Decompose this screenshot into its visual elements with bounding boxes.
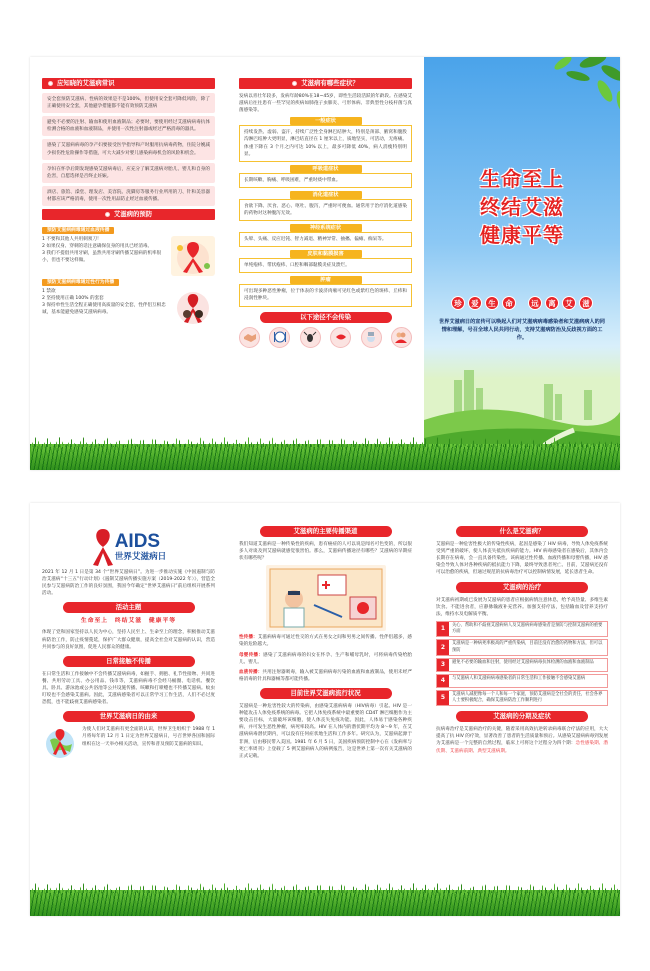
mosquito-icon xyxy=(300,327,321,348)
slogan-gap xyxy=(519,296,525,310)
logo-main: AIDS xyxy=(114,531,161,552)
route-blood xyxy=(239,669,412,683)
section-title-no-transmission: 以下途径不会传染 xyxy=(260,312,392,323)
cover-slogan xyxy=(424,296,620,310)
prevention-blood-list xyxy=(42,236,167,264)
knowledge-box: 孕妇在怀孕后期发现感染艾滋病毒后，应充分了解艾滋病对胎儿、婴儿和自身的危害，自愿选择是否终止妊娠。 xyxy=(42,163,215,183)
brochure-outer-sheet xyxy=(30,57,620,470)
stages-list: 急性感染期、潜伏期、艾滋病前期、典型艾滋病期。 xyxy=(436,741,608,754)
aids-day-intro: 2021 年 12 月 1 日是第 34 个“世界艾滋病日”。为进一步推动实施《中国遏制与防治艾滋病“十三五”行动计划》《遏制艾滋病传播实施方案（2019-2022 年）》，营造全民参与艾滋病防治工作的良好氛围，我国今年确定“世界艾滋病日”前后组织开展系列活动。 xyxy=(42,570,215,597)
treatment-item xyxy=(436,690,608,706)
section-title-prevention xyxy=(42,209,215,220)
slogan-char: 艾 xyxy=(562,296,576,310)
slogan-char: 生 xyxy=(485,296,499,310)
prevention-tag-blood: 预防艾滋病病毒通过血液传播 xyxy=(42,227,114,234)
list-item: 2 坚持使用正确 100% 的套套 xyxy=(42,296,104,302)
knowledge-box: 安全套预防艾滋病、性病的效果是不是100%，但使用安全套可降低风险，除了正确使用安全套，其他避孕措施都不能有效预防艾滋病 xyxy=(42,93,215,113)
panel-symptoms xyxy=(227,57,424,470)
item-text: 与艾滋病人和艾滋病病毒感染者的日常生活和工作接触不会感染艾滋病 xyxy=(452,675,586,681)
section-title-epidemic-status: 目前世界艾滋病流行状况 xyxy=(260,688,392,699)
section-title-theme: 活动主题 xyxy=(63,602,195,613)
what-is-aids-text: 艾滋病是一种危害性极大的传染性疾病，起因是感染了 HIV 病毒，导致人体免疫系统受到严重的破坏，使人体丧失抵抗疾病的能力。HIV 病毒感染者在感染后，其体内会长期存在病毒，会一直具备传染性。该病通过性传播、血液传播和母婴传播，HIV 感染会导致人体对各种疾病的抵抗能力下降，最终导致患者死亡。目前，艾滋病还没有可以治愈的疾病，但通过规范的抗病毒治疗可以控制病情发展，延长患者生命。 xyxy=(436,542,608,576)
theme-text: 体现了党和国家坚持以人民为中心，坚持人民至上、生命至上的理念，积极推动艾滋病防治工作，防止疫情蔓延，保护广大群众健康，提高全社会对艾滋病的认识，营造共同参与的良好氛围，促进人民群众的健康。 xyxy=(42,630,215,650)
stages-text xyxy=(436,726,608,754)
grass-border xyxy=(30,444,620,470)
slogan-char: 命 xyxy=(502,296,516,310)
daily-contact-text: 在日常生活和工作接触中不会传播艾滋病病毒，如握手、拥抱、礼节性接吻、共同进餐、共用劳动工具、办公用品、钱币等，艾滋病病毒不会经马桶圈、电话机、餐饮具、卧具、游泳池或公共浴池等公共设施传播。咳嗽和打喷嚏也不传播艾滋病。蚊虫叮咬也不会感染艾滋病。因此，艾滋病感染者可以正常学习工作生活，人们不必过度恐慌，也不能歧视艾滋病感染者。 xyxy=(42,671,215,706)
prevention-sexual-list xyxy=(42,288,167,316)
red-ribbon-illustration xyxy=(171,236,215,276)
title-text: 艾滋病的预防 xyxy=(113,209,153,218)
toilet-icon xyxy=(361,327,382,348)
leaves-decoration xyxy=(533,57,620,121)
bullet-dot-icon xyxy=(292,81,297,86)
route-text: 感染了艾滋病病毒的妇女在怀孕、生产和哺母乳时，可将病毒传染给胎儿、婴儿。 xyxy=(239,652,412,665)
knowledge-box: 酒店、旅馆、澡堂、理发店、美容院、洗脚房等服务行业所用的刀、针和美容器材都应该严格消毒，使用一次性用品防止经过血液传播。 xyxy=(42,186,215,206)
epidemic-status-text: 艾滋病是一种危害性较大的传染病，由感染艾滋病病毒（HIV病毒）引起。HIV 是一种能攻击人体免疫系统的病毒。它把人体免疫系统中最重要的 CD4T 淋巴细胞作为主要攻击目标，大量破坏该细胞，使人体丧失免疫功能。因此，人体易于感染各种疾病，并可发生恶性肿瘤，病死率较高。HIV 在人体内的潜伏期平均为 8～9 年，在艾滋病病毒潜伏期内，可以没有任何症状地生活和工作多年。研究认为，艾滋病起源于非洲，后由移民带入美国。1981 年 6 月 5 日，美国疾病预防控制中心在《发病率与死亡率周刊》上登载了 5 例艾滋病病人的病例报告，这是世界上第一次有关艾滋病的正式记载。 xyxy=(239,703,412,759)
item-number: 1 xyxy=(437,622,449,636)
prevention-sexual-row xyxy=(42,288,215,328)
red-ribbon-icon xyxy=(91,527,115,567)
prevention-blood-row xyxy=(42,236,215,276)
cover-panel xyxy=(424,57,620,470)
treatment-item xyxy=(436,658,608,672)
origin-row xyxy=(42,726,215,760)
bullet-dot-icon xyxy=(48,81,53,86)
route-mother-infant xyxy=(239,652,412,666)
symptoms-intro: 发病以青壮年较多，发病年龄80%在18~45岁，即性生活较活跃的年龄段。在感染艾滋病后往往患有一些罕见的疾病如肺孢子虫肺炎、弓形体病、非典型性分枝杆菌与真菌感染等。 xyxy=(239,94,412,114)
hug-icon xyxy=(391,327,412,348)
route-text: 共用注射器吸毒，输入被艾滋病病毒污染的血液和血液制品，使用未经严格消毒的针具和器械等都可能传播。 xyxy=(239,669,412,682)
aids-logo xyxy=(42,525,215,569)
panel-transmission xyxy=(227,503,424,916)
cover-title xyxy=(424,165,620,249)
symptom-box: 食欲下降、厌食、恶心、呕吐、腹泻，严重时可便血。通常用于治疗消化道感染的药物对这种腹泻无效。 xyxy=(239,199,412,221)
title-text: 应知晓的艾滋病常识 xyxy=(57,78,115,87)
knowledge-box: 感染了艾滋病病毒的孕产妇要接受医学指导和产时服用抗病毒药物，住院分娩减少损伤性危险操作等措施，可大大减少对婴儿感染病毒机会的风险和机会。 xyxy=(42,139,215,159)
origin-text: 为使人们对艾滋病有更全面的认识，世界卫生组织于 1988 年 1 月将每年的 12 月 1 日定为世界艾滋病日，号召世界各国和国际组织在这一天举办相关活动，宣传和普及预防艾滋病的知识。 xyxy=(82,727,215,747)
item-text: 艾滋病人减肥像每一个人和每一个家庭，预防艾滋病是全社会的责任，社会各界人士要积极配合，确保艾滋病防治工作顺利进行 xyxy=(452,691,603,703)
symptom-tag: 神经系统症状 xyxy=(290,224,362,232)
slogan-char: 珍 xyxy=(451,296,465,310)
list-item: 2 如果仅身、穿刺的话注意确保仪身的用具已经消毒。 xyxy=(42,244,153,250)
bullet-dot-icon xyxy=(105,212,110,217)
dining-icon xyxy=(269,327,290,348)
panel-what-is-aids xyxy=(424,503,620,916)
treatment-item xyxy=(436,639,608,655)
grass-border xyxy=(30,890,620,916)
list-item: 1 不要和其他人共用刺须刀！ xyxy=(42,237,102,243)
theme-slogan: 生命至上 终结艾滋 健康平等 xyxy=(80,618,177,625)
section-title-what-is-aids: 什么是艾滋病？ xyxy=(456,526,588,537)
kiss-icon xyxy=(330,327,351,348)
section-title-transmission: 艾滋病的主要传播渠道 xyxy=(260,526,392,537)
knowledge-box: 避免不必要的注射、输血和使用血液制品；必要时，要使用经过艾滋病病毒抗体检测合格的血液和血液制品，并使用一次性注射器或经过严格消毒的器具。 xyxy=(42,116,215,136)
treatment-intro: 对艾滋病初期或已发展为艾滋病的患者应根据病情注意休息，给予高热量、多维生素饮食。不能进食者，应静脉输液补充营养。加强支持疗法，包括输血及营养支持疗法，维持水及电解质平衡。 xyxy=(436,597,608,617)
item-text: 避免不必要的输血和注射，使用经过艾滋病病毒抗体检测的血液和血液制品 xyxy=(452,659,594,665)
route-label: 母婴传播： xyxy=(239,652,264,658)
couple-ribbon-illustration xyxy=(171,288,215,328)
symptom-tag: 肿瘤 xyxy=(290,276,362,284)
list-item: 3 保持单性生活全程正确使用高质量的安全套，性伴侣互相忠诚，基本能避免感染艾滋病病毒。 xyxy=(42,303,166,316)
slogan-char: 远 xyxy=(528,296,542,310)
cover-title-line: 健康平等 xyxy=(480,223,564,247)
symptom-tag: 呼吸道症状 xyxy=(290,165,362,173)
symptom-box: 持续发热、虚弱、盗汗，持续广泛性全身淋巴结肿大，特别是颈部、腋窝和腹股沟淋巴结肿大更明显，淋巴结直径在 1 厘米以上，质地坚实，可活动，无疼痛。体重下降在 3 个月之内可达 10% 以上，最多可降低 40%，病人消瘦特别明显。 xyxy=(239,125,412,161)
item-text: 艾滋病是一种病死率极高的严重传染病，目前还没有治愈的药物和方法，但可以预防 xyxy=(452,641,603,653)
route-label: 性传播： xyxy=(239,635,258,641)
symptom-tag: 皮肤和黏膜损害 xyxy=(290,250,362,258)
panel-world-aids-day xyxy=(30,503,227,916)
treatment-item xyxy=(436,621,608,637)
handshake-icon xyxy=(239,327,260,348)
panel-common-knowledge xyxy=(30,57,227,470)
route-sexual xyxy=(239,634,412,648)
slogan-char: 滋 xyxy=(579,296,593,310)
symptom-tag: 一般症状 xyxy=(290,117,362,125)
transmission-intro: 我们知道艾滋病是一种传染性的疾病，患有癌症的人可以说是闻名可色变的，所以很多人对谈及到艾滋病就感觉很害怕。那么，艾滋病传播途径有哪些？艾滋病的早期症状有哪些呢？ xyxy=(239,542,412,562)
stages-body: 抗病毒治疗是艾滋病治疗的关键，随着采用高效抗逆转录病毒联合疗法的应用，大大提高了抗 HIV 的疗效，显著改善了患者的生活质量和预后。从感染艾滋病病毒到发展为艾滋病是一个完整的自然过程，临床上可将这个过程分为四个期： xyxy=(436,727,608,747)
brochure-inner-sheet xyxy=(30,503,620,916)
route-text: 艾滋病病毒可通过性交的方式在男女之间和男男之间传播。性伴侣越多，感染的危险越大。 xyxy=(239,635,412,648)
slogan-char: 离 xyxy=(545,296,559,310)
treatment-item xyxy=(436,674,608,688)
globe-ribbon-icon xyxy=(42,726,78,760)
symptom-box: 可出现多种恶性肿瘤，位于体表的卡波济肉瘤可见红色或紫红色的斑疹、丘疹和浸润性肿块。 xyxy=(239,284,412,306)
prevention-tag-sexual: 预防艾滋病病毒通过性行为传播 xyxy=(42,279,119,286)
list-item: 1 禁欲 xyxy=(42,289,56,295)
section-title-daily-contact: 日常接触不传播 xyxy=(63,656,195,667)
cover-title-line: 终结艾滋 xyxy=(480,195,564,219)
symptom-box: 长期咳嗽、胸痛、呼吸困难，严重时痰中带血。 xyxy=(239,173,412,188)
route-label: 血液传播： xyxy=(239,669,263,675)
cover-description: 世界艾滋病日的宣传可以唤起人们对艾滋病病毒感染者和艾滋病病人的同情和理解，号召全球人民共同行动，支持艾滋病防治及反歧视方面的工作。 xyxy=(438,319,605,341)
item-number: 5 xyxy=(437,691,449,705)
aids-logo-text xyxy=(115,532,167,562)
item-number: 3 xyxy=(437,659,449,671)
section-title-stages: 艾滋病的分期及症状 xyxy=(456,711,588,722)
symptom-box: 单纯疱疹、带状疱疹、口腔和咽部黏膜炎症及溃烂。 xyxy=(239,258,412,273)
cover-title-line: 生命至上 xyxy=(480,167,564,191)
section-title-treatment: 艾滋病的治疗 xyxy=(456,582,588,593)
no-transmission-icons xyxy=(239,327,412,348)
section-title-symptoms xyxy=(239,78,412,89)
doctor-illustration xyxy=(266,565,386,631)
item-text: 关心、帮助和不歧视艾滋病病人及艾滋病病毒感染者是预防与控制艾滋病的重要方面 xyxy=(452,622,603,635)
section-title-common-knowledge xyxy=(42,78,215,89)
title-text: 艾滋病有哪些症状？ xyxy=(301,78,359,87)
list-item: 3 我们不提倡共用牙刷，虽然共用牙刷传播艾滋病的机率很小，但也不要这样做。 xyxy=(42,251,162,264)
logo-sub: 世界艾滋病日 xyxy=(114,552,167,562)
item-number: 2 xyxy=(437,640,449,654)
slogan-char: 爱 xyxy=(468,296,482,310)
item-number: 4 xyxy=(437,675,449,687)
symptom-box: 头晕、头痛、反应迟钝、智力减退、精神异常、抽搐、偏瘫、痴呆等。 xyxy=(239,232,412,247)
symptom-tag: 消化道症状 xyxy=(290,191,362,199)
section-title-origin: 世界艾滋病日的由来 xyxy=(63,711,195,722)
